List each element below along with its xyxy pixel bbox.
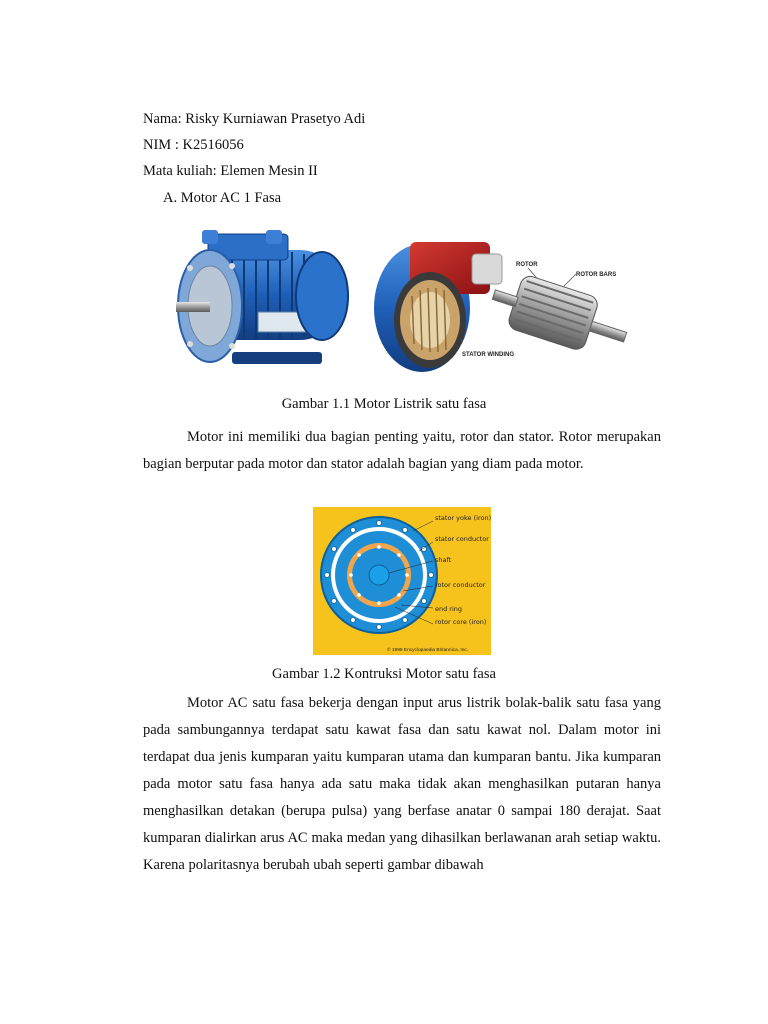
student-nim: NIM : K2516056 (143, 137, 244, 153)
paragraph-1-text: Motor ini memiliki dua bagian penting yaitu, rotor dan stator. Rotor merupakan bagian berputar pada motor dan stator adalah bagian yang diam pada motor. (143, 429, 661, 472)
motor-photos-figure (172, 226, 632, 378)
label-rotor-conductor: rotor conductor (435, 581, 486, 589)
figure-2-caption: Gambar 1.2 Kontruksi Motor satu fasa (272, 666, 496, 682)
section-heading: A. Motor AC 1 Fasa (163, 190, 282, 206)
paragraph-2-text: Motor AC satu fasa bekerja dengan input arus listrik bolak-balik satu fasa yang pada sambungannya terdapat satu kawat fasa dan satu kawat nol. Dalam motor ini terdapat dua jenis kumparan yaitu kumparan utama dan kumparan bantu. Jika kumparan pada motor satu fasa hanya ada satu maka tidak akan menghasilkan putaran hanya menghasilkan detakan (berupa pulsa) yang berfase anatar 0 sampai 180 derajat. Saat kumparan dialirkan arus AC maka medan yang dihasilkan berlawanan arah setiap waktu. Karena polaritasnya berubah ubah seperti gambar dibawah (143, 695, 661, 873)
course-name: Mata kuliah: Elemen Mesin II (143, 163, 318, 179)
blue-motor-image (176, 230, 348, 364)
label-stator-yoke: stator yoke (iron) (435, 514, 491, 522)
label-rotor-core: rotor core (iron) (435, 618, 487, 626)
diagram-copyright: © 1999 Encyclopaedia Britannica, Inc. (387, 648, 469, 653)
rotor-image (486, 262, 632, 363)
stator-winding-label: STATOR WINDING (462, 352, 514, 358)
paragraph-1 (143, 424, 661, 478)
student-name: Nama: Risky Kurniawan Prasetyo Adi (143, 111, 366, 127)
paragraph-2 (143, 690, 661, 879)
rotor-label: ROTOR (516, 262, 538, 268)
figure-1-caption: Gambar 1.1 Motor Listrik satu fasa (281, 396, 487, 412)
label-stator-conductor: stator conductor (435, 535, 489, 543)
label-shaft: shaft (435, 556, 452, 564)
motor-construction-diagram (313, 507, 491, 655)
rotor-bars-label: ROTOR BARS (576, 272, 617, 278)
label-end-ring: end ring (435, 605, 463, 613)
stator-motor-image (374, 242, 514, 372)
